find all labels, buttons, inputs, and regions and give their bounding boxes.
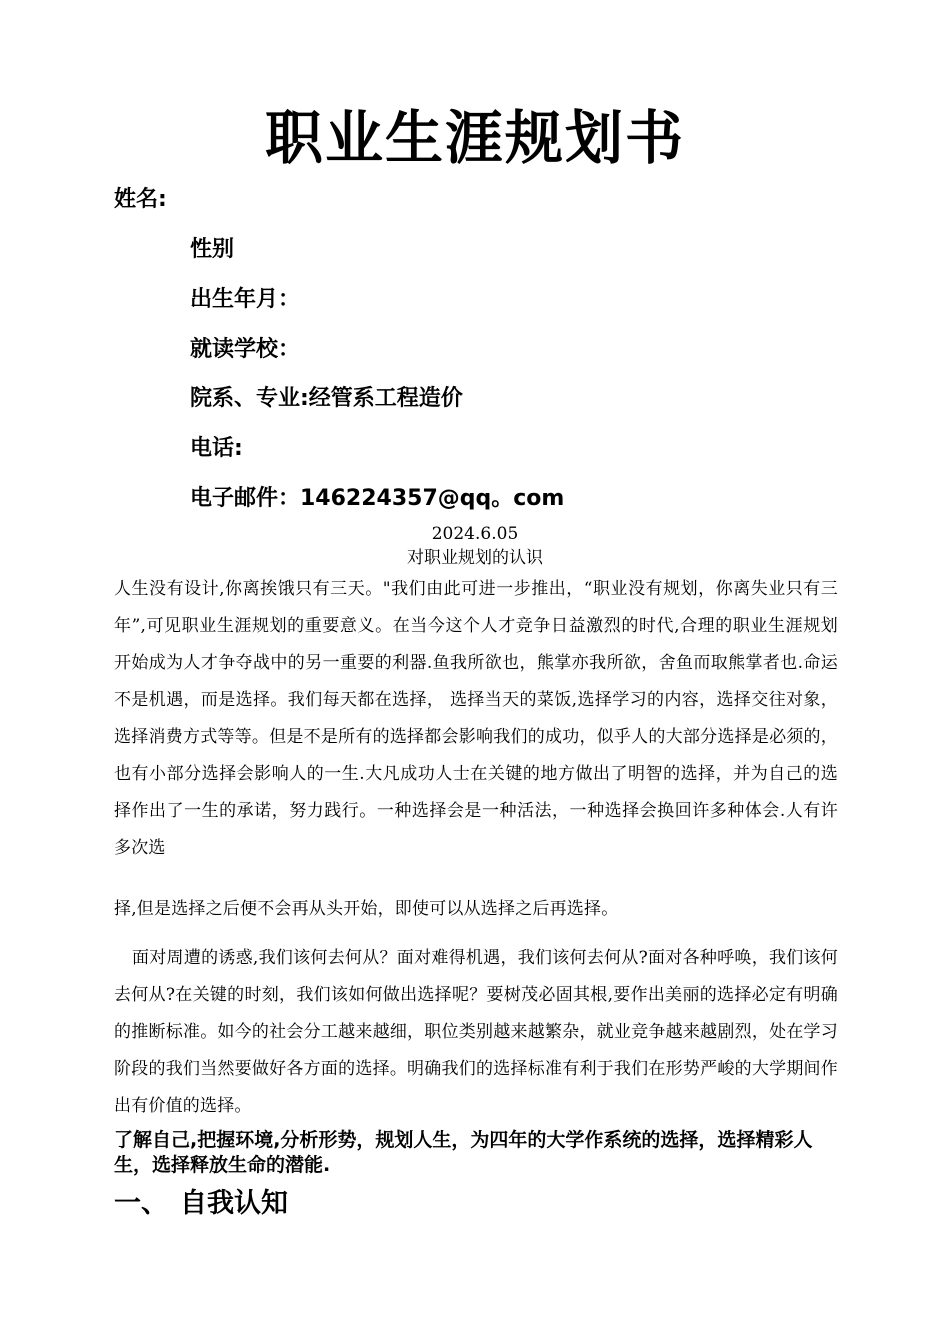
paragraph-1-end: 择,但是选择之后便不会再从头开始，即使可以从选择之后再选择。 bbox=[114, 899, 619, 919]
paragraph-2: 面对周遭的诱惑,我们该何去何从？面对难得机遇，我们该何去何从?面对各种呼唤，我们该何去何从?在关键的时刻，我们该如何做出选择呢？要树茂必固其根,要作出美丽的选择必定有明确的推断标准。如今的社会分工越来越细，职位类别越来越繁杂，就业竞争越来越剧烈，处在学习阶段的我们当然要做好各方面的选择。明确我们的选择标准有利于我们在形势严峻的大学期间作出有价值的选择。 bbox=[114, 948, 838, 1116]
email-field: 电子邮件：146224357@qq。com bbox=[190, 486, 565, 511]
phone-field: 电话: bbox=[190, 436, 243, 461]
document-title: 职业生涯规划书 bbox=[264, 104, 685, 172]
department-field: 院系、专业:经管系工程造价 bbox=[190, 386, 463, 411]
section-subtitle: 对职业规划的认识 bbox=[407, 548, 543, 568]
birth-field: 出生年月： bbox=[190, 287, 301, 312]
document-date: 2024.6.05 bbox=[431, 524, 519, 544]
section-number: 一、 bbox=[114, 1188, 168, 1219]
section-heading bbox=[114, 1186, 288, 1222]
school-field: 就读学校： bbox=[190, 337, 301, 362]
bold-statement: 了解自己,把握环境,分析形势，规划人生，为四年的大学作系统的选择，选择精彩人生，选择释放生命的潜能. bbox=[114, 1129, 813, 1176]
name-field: 姓名: bbox=[114, 187, 167, 212]
section-title: 自我认知 bbox=[180, 1188, 288, 1219]
gender-field: 性别 bbox=[190, 237, 235, 262]
paragraph-1: 人生没有设计,你离挨饿只有三天。"我们由此可进一步推出，“职业没有规划，你离失业只有三年”,可见职业生涯规划的重要意义。在当今这个人才竞争日益激烈的时代,合理的职业生涯规划开始成为人才争夺战中的另一重要的利器.鱼我所欲也，熊掌亦我所欲，舍鱼而取熊掌者也.命运不是机遇，而是选择。我们每天都在选择， 选择当天的菜饭,选择学习的内容，选择交往对象，选择消费方式等等。但是不是所有的选择都会影响我们的成功，似乎人的大部分选择是必须的，也有小部分选择会影响人的一生.大凡成功人士在关键的地方做出了明智的选择，并为自己的选择作出了一生的承诺，努力践行。一种选择会是一种活法，一种选择会换回许多种体会.人有许多次选 bbox=[114, 579, 838, 858]
